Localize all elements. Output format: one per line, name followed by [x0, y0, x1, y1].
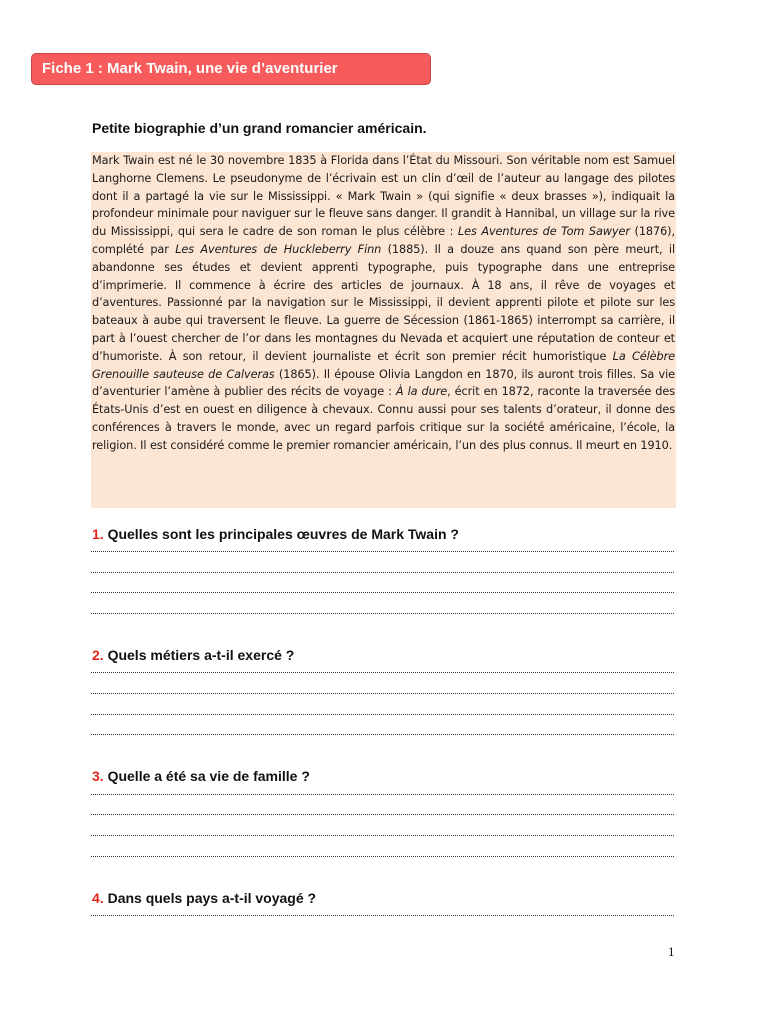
question-text: Quelle a été sa vie de famille ? — [107, 768, 310, 784]
book-title-a-la-dure: À la dure — [395, 385, 448, 399]
answer-line[interactable] — [91, 592, 674, 593]
answer-line[interactable] — [91, 714, 674, 715]
question-4 — [92, 890, 316, 906]
biography-text — [91, 152, 676, 508]
question-text: Dans quels pays a-t-il voyagé ? — [107, 890, 317, 906]
answer-line[interactable] — [91, 915, 674, 916]
biography-part: , écrit en 1872, raconte la traversée des États-Unis d’est en ouest en diligence à chevaux. Connu aussi pour ses talents d’orateur, il donne des conférences à travers le monde, avec un regard parfois critique sur la société américaine, l’école, la religion. Il est considéré comme le premier romancier américain, l’un des plus connus. Il meurt en 1910. — [92, 385, 675, 452]
answer-line[interactable] — [91, 572, 674, 573]
book-title-huckleberry-finn: Les Aventures de Huckleberry Finn — [175, 242, 382, 256]
biography-part: (1865). Il épouse Olivia Langdon en 1870, ils auront trois filles. Sa vie d’aventurier l’amène à publier des récits de voyage : — [92, 367, 676, 399]
answer-line[interactable] — [91, 794, 674, 795]
page-number: 1 — [668, 944, 675, 959]
answer-line[interactable] — [91, 814, 674, 815]
question-text: Quelles sont les principales œuvres de Mark Twain ? — [107, 526, 459, 542]
answer-line[interactable] — [91, 693, 674, 694]
answer-line[interactable] — [91, 551, 674, 552]
question-number: 3. — [92, 768, 104, 784]
question-number: 4. — [92, 890, 104, 906]
question-number: 2. — [92, 647, 104, 663]
worksheet-title-banner — [31, 53, 431, 85]
biography-part: (1885). Il a douze ans quand son père meurt, il abandonne ses études et devient apprenti typographe, puis typographe dans une entreprise d’imprimerie. Il commence à écrire des articles de journaux. À 18 ans, il rêve de voyages et d’aventures. Passionné par la navigation sur le Mississippi, il devient apprenti pilote et pilote sur les bateaux à aube qui traversent le fleuve. La guerre de Sécession (1861-1865) interrompt sa carrière, il part à l’ouest chercher de l’or dans les montagnes du Nevada et acquiert une réputation de conteur et d’humoriste. À son retour, il devient journaliste et écrit son premier récit humoristique — [92, 242, 675, 363]
question-1 — [92, 526, 459, 542]
answer-line[interactable] — [91, 835, 674, 836]
book-title-tom-sawyer: Les Aventures de Tom Sawyer — [457, 225, 630, 239]
book-title-grenouille: La Célèbre Grenouille sauteuse de Calveras — [92, 349, 675, 381]
question-3 — [92, 768, 310, 784]
answer-line[interactable] — [91, 613, 674, 614]
biography-subtitle: Petite biographie d’un grand romancier américain. — [92, 120, 427, 136]
biography-part: Mark Twain est né le 30 novembre 1835 à Florida dans l’État du Missouri. Son véritable nom est Samuel Langhorne Clemens. Le pseudonyme de l’écrivain est un clin d’œil de l’auteur au langage des pilotes dont il a partagé la vie sur le Mississippi. « Mark Twain » (qui signifie « deux brasses »), indiquait la profondeur minimale pour naviguer sur le fleuve sans danger. Il grandit à Hannibal, un village sur la rive du Mississippi, qui sera le cadre de son roman le plus célèbre : — [92, 154, 675, 239]
question-number: 1. — [92, 526, 104, 542]
worksheet-title: Fiche 1 : Mark Twain, une vie d’aventurier — [42, 60, 338, 77]
biography-part: (1876), complété par — [92, 225, 675, 256]
answer-line[interactable] — [91, 856, 674, 857]
answer-line[interactable] — [91, 734, 674, 735]
question-text: Quels métiers a-t-il exercé ? — [107, 647, 295, 663]
question-2 — [92, 647, 294, 663]
answer-line[interactable] — [91, 672, 674, 673]
